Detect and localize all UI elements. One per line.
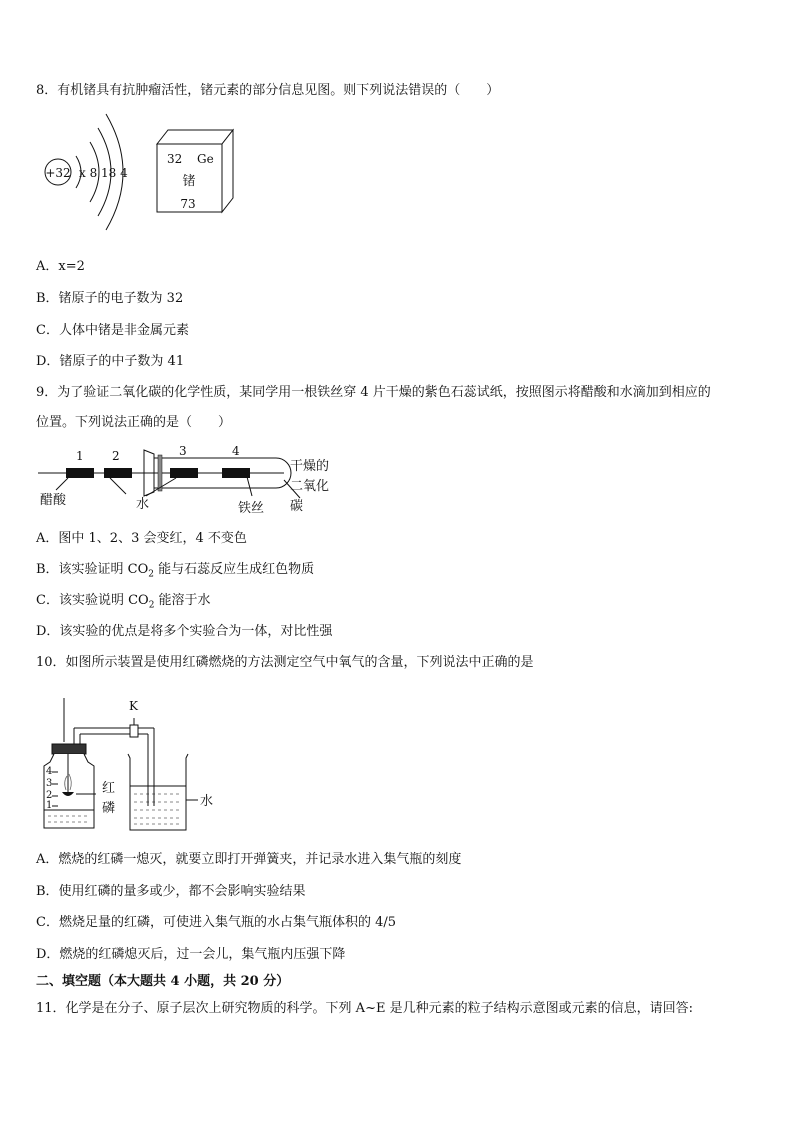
label-dry-co2-1: 干燥的 [290,459,330,474]
scale-mark-3: 3 [46,778,53,789]
red-phosphorus-apparatus [36,694,226,834]
label-dry-co2-2: 二氧化 [290,479,330,494]
beaker [128,754,188,830]
spring-clamp [130,725,138,737]
atom-structure-diagram [45,114,128,230]
paper-number-3: 3 [179,444,187,458]
label-acetic-acid: 醋酸 [40,493,67,508]
litmus-paper-1 [66,468,94,478]
litmus-paper-2 [104,468,132,478]
paper-number-1: 1 [76,449,84,463]
q10-option-a: A．燃烧的红磷一熄灭，就要立即打开弹簧夹，并记录水进入集气瓶的刻度 [36,852,462,867]
label-water: 水 [136,497,150,512]
paper-number-4: 4 [232,444,240,458]
clamp-label-k: K [129,699,138,713]
q9-option-b: B．该实验证明 $CO_2$ 能与石蕊反应生成红色物质 [36,562,315,580]
scale-mark-1: 1 [46,800,53,811]
q11-stem: 11．化学是在分子、原子层次上研究物质的科学。下列 A~E 是几种元素的粒子结构示意图或元素的信息，请回答: [36,1001,693,1016]
nucleus-charge: +32 [45,166,71,180]
litmus-paper-3 [170,468,198,478]
label-iron-wire: 铁丝 [238,501,265,516]
q10-option-d: D．燃烧的红磷熄灭后，过一会儿，集气瓶内压强下降 [36,947,346,962]
q10-stem: 10．如图所示装置是使用红磷燃烧的方法测定空气中氧气的含量，下列说法中正确的是 [36,655,534,670]
q10-option-c: C．燃烧足量的红磷，可使进入集气瓶的水占集气瓶体积的 4/5 [36,915,397,930]
label-dry-co2-3: 碳 [290,499,304,514]
q8-option-d: D．锗原子的中子数为 41 [36,354,185,369]
bottle-stopper [52,744,86,754]
q9-stem-line2: 位置。下列说法正确的是（ ） [36,415,232,430]
q8-option-a: A．x=2 [36,259,85,274]
label-red-2: 磷 [102,801,116,816]
q8-option-b: B．锗原子的电子数为 32 [36,291,184,306]
q9-stem-line1: 9．为了验证二氧化碳的化学性质，某同学用一根铁丝穿 4 片干燥的紫色石蕊试纸，按照图示将醋酸和水滴加到相应的 [36,385,711,400]
electron-shells: x 8 18 4 [79,166,128,180]
litmus-paper-4 [222,468,250,478]
scale-mark-2: 2 [46,790,53,801]
q8-option-c: C．人体中锗是非金属元素 [36,323,189,338]
element-cell-cube [157,130,233,212]
scale-mark-4: 4 [46,766,53,777]
section-two-heading: 二、填空题（本大题共 4 小题，共 20 分） [36,974,290,989]
atomic-number: 32 [167,152,183,166]
paper-number-2: 2 [112,449,120,463]
q9-option-d: D．该实验的优点是将多个实验合为一体，对比性强 [36,624,333,639]
litmus-experiment-figure [36,440,356,518]
q8-stem: 8．有机锗具有抗肿瘤活性，锗元素的部分信息见图。则下列说法错误的（ ） [36,83,500,98]
q9-option-a: A．图中 1、2、3 会变红，4 不变色 [36,531,247,546]
q9-option-c: C．该实验说明 $CO_2$ 能溶于水 [36,593,211,611]
label-red-1: 红 [102,781,116,796]
atomic-mass: 73 [180,197,196,211]
element-name: 锗 [182,174,196,189]
label-water: 水 [200,794,214,809]
element-symbol: Ge [197,152,214,166]
germanium-figure [36,106,266,238]
q10-option-b: B．使用红磷的量多或少，都不会影响实验结果 [36,884,306,899]
